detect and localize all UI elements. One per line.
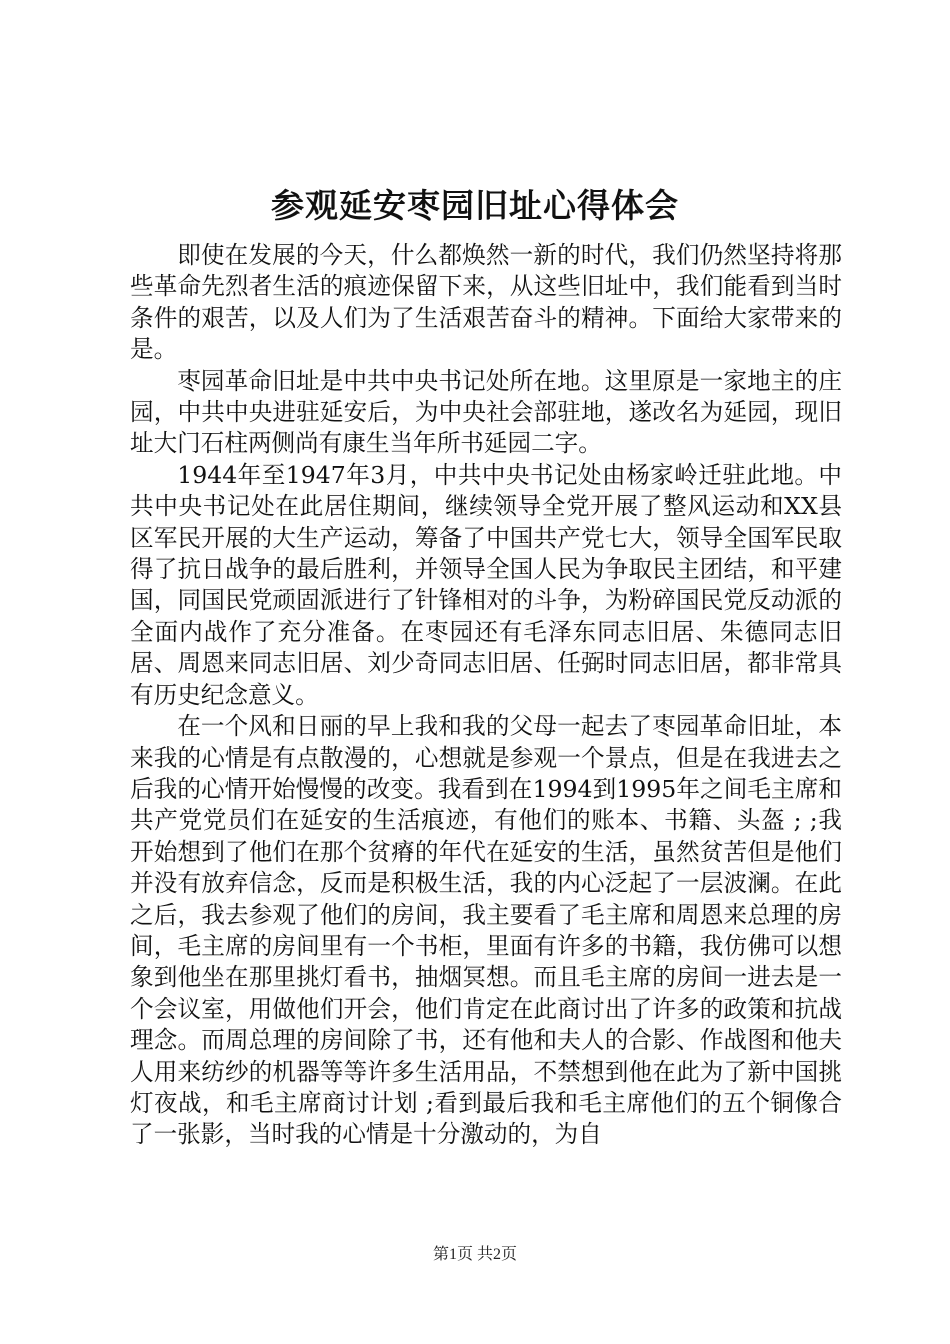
paragraph-visit: 在一个风和日丽的早上我和我的父母一起去了枣园革命旧址，本来我的心情是有点散漫的，心想就是参观一个景点，但是在我进去之后我的心情开始慢慢的改变。我看到在1994到1995年之间毛主席和共产党党员们在延安的生活痕迹，有他们的账本、书籍、头盔 ; ;我开始想到了他们在那个贫瘠的年代在延安的生活，虽然贫苦但是他们并没有放弃信念，反而是积极生活，我的内心泛起了一层波澜。在此之后，我去参观了他们的房间，我主要看了毛主席和周恩来总理的房间，毛主席的房间里有一个书柜，里面有许多的书籍，我仿佛可以想象到他坐在那里挑灯看书，抽烟冥想。而且毛主席的房间一进去是一个会议室，用做他们开会，他们肯定在此商讨出了许多的政策和抗战理念。而周总理的房间除了书，还有他和夫人的合影、作战图和他夫人用来纺纱的机器等等许多生活用品，不禁想到他在此为了新中国挑灯夜战，和毛主席商讨计划 ;看到最后我和毛主席他们的五个铜像合了一张影，当时我的心情是十分激动的，为自 [130, 712, 842, 1149]
paragraph-secretariat: 1944年至1947年3月，中共中央书记处由杨家岭迁驻此地。中共中央书记处在此居住期间，继续领导全党开展了整风运动和XX县区军民开展的大生产运动，筹备了中国共产党七大，领导全国军民取得了抗日战争的最后胜利，并领导全国人民为争取民主团结，和平建国，同国民党顽固派进行了针锋相对的斗争，为粉碎国民党反动派的全面内战作了充分准备。在枣园还有毛泽东同志旧居、朱德同志旧居、周恩来同志旧居、刘少奇同志旧居、任弼时同志旧居，都非常具有历史纪念意义。 [130, 460, 842, 709]
paragraph-intro: 即使在发展的今天，什么都焕然一新的时代，我们仍然坚持将那些革命先烈者生活的痕迹保留下来，从这些旧址中，我们能看到当时条件的艰苦，以及人们为了生活艰苦奋斗的精神。下面给大家带来的是。 [130, 241, 842, 364]
page-number: 第1页 共2页 [432, 1246, 517, 1263]
document-body [130, 240, 842, 1151]
document-title: 参观延安枣园旧址心得体会 [271, 186, 679, 225]
paragraph-zaoyuan-history: 枣园革命旧址是中共中央书记处所在地。这里原是一家地主的庄园，中共中央进驻延安后，为中央社会部驻地，遂改名为延园，现旧址大门石柱两侧尚有康生当年所书延园二字。 [130, 366, 842, 458]
